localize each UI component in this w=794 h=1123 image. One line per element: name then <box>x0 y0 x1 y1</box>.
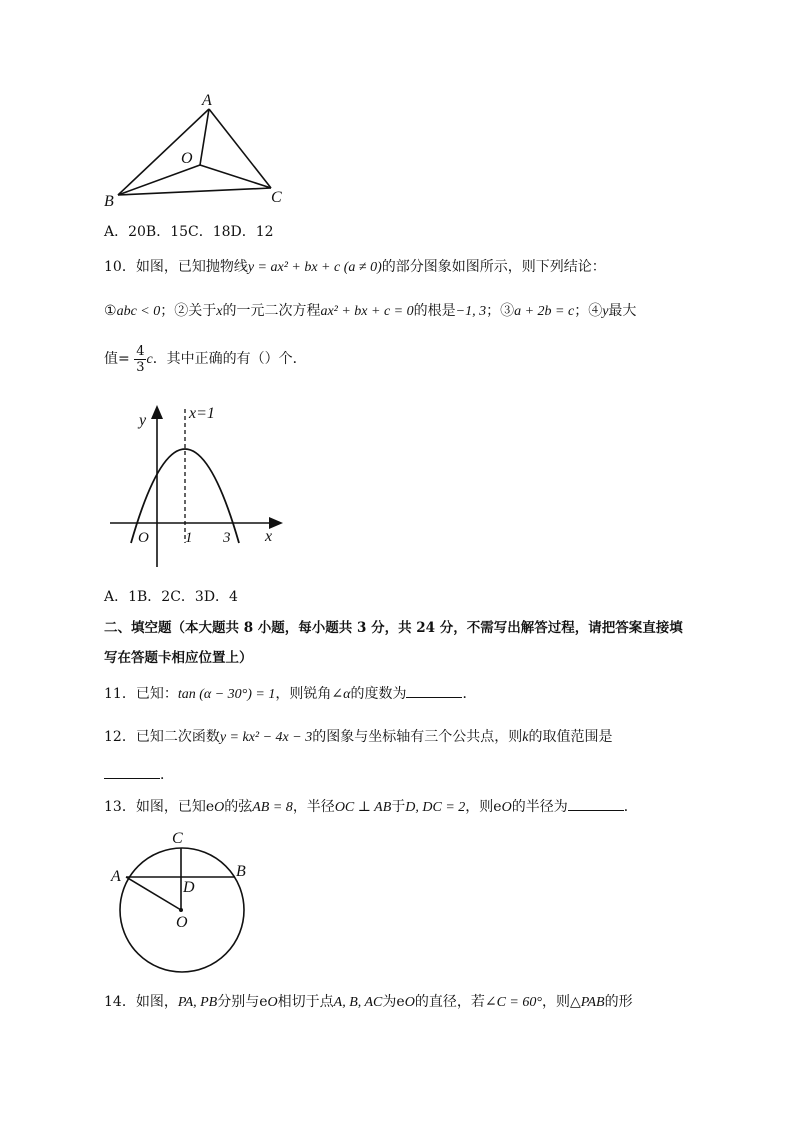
axes <box>110 415 275 567</box>
q14-o-2: O <box>404 995 415 1010</box>
answer-blank[interactable] <box>104 764 160 779</box>
q10-s4-text: 最大 <box>608 303 637 319</box>
q14-angle-text: 的直径，若∠ <box>414 994 497 1010</box>
q13 <box>104 796 638 818</box>
q14-o: O <box>267 995 278 1010</box>
q13-circle-symbol-2: e <box>493 799 502 815</box>
q14-circle-symbol-2: e <box>396 994 405 1010</box>
q13-o-2: O <box>501 800 512 815</box>
origin-label: O <box>138 530 149 546</box>
point-label-o: O <box>176 914 188 931</box>
point-label-d: D <box>183 879 195 896</box>
x-axis-label: x <box>265 528 273 545</box>
point-label-b: B <box>236 863 246 880</box>
point-label-a: A <box>111 868 121 885</box>
circle-figure <box>105 825 265 980</box>
section-heading-cont: 写在答题卡相应位置上） <box>104 650 253 666</box>
q10-s3-math: a + 2b = c <box>514 304 575 319</box>
q14-then-text: ，则 <box>541 994 570 1010</box>
q10-s2-mark: ；②关于 <box>160 303 217 319</box>
q11-suffix: ，则锐角∠ <box>275 686 344 702</box>
q13-end: 的半径为 <box>511 799 568 815</box>
symmetry-axis-label: x=1 <box>189 405 215 422</box>
triangle-figure <box>95 88 295 213</box>
q10-s2-text: 的一元二次方程 <box>222 303 321 319</box>
q12-prefix: 12．已知二次函数 <box>104 729 220 745</box>
vertex-label-b: B <box>104 193 114 210</box>
q10-statements <box>104 301 636 322</box>
y-axis-label: y <box>139 412 147 429</box>
answer-blank[interactable] <box>406 683 462 698</box>
q14-angle: C = 60° <box>496 995 542 1010</box>
q10-s2-roots: −1, 3 <box>455 304 487 319</box>
q14-tangent-text: 分别与 <box>217 994 260 1010</box>
q10-s1-mark: ① <box>104 303 117 319</box>
q10-stem-suffix: 的部分图象如图所示，则下列结论： <box>381 259 606 275</box>
q14-points-text: 相切于点 <box>277 994 334 1010</box>
circle-lines <box>126 848 235 910</box>
q14 <box>104 992 633 1013</box>
q13-then-text: ，则 <box>465 799 494 815</box>
segment-ao <box>126 877 181 910</box>
q13-radius-text: ，半径 <box>292 799 335 815</box>
y-axis-arrow-icon <box>151 405 163 419</box>
triangle-edges <box>118 109 271 195</box>
q14-pa-pb: PA, PB <box>177 995 218 1010</box>
q13-at-text: 于 <box>391 799 406 815</box>
q10-stem <box>104 257 606 278</box>
q10-statement-4-cont <box>104 342 307 377</box>
q10-question: ．其中正确的有（）个． <box>152 351 307 367</box>
point-label-c: C <box>172 830 183 847</box>
q12-suffix: 的图象与坐标轴有三个公共点，则 <box>312 729 523 745</box>
q13-period: ． <box>623 799 638 815</box>
triangle-icon: △ <box>569 994 581 1010</box>
q10-s4-mark: ；④ <box>574 303 603 319</box>
q13-prefix: 13．如图，已知 <box>104 799 206 815</box>
tick-label-3: 3 <box>223 530 231 546</box>
q13-d: D, DC = 2 <box>405 800 466 815</box>
q10-eq: = <box>118 351 130 367</box>
answer-blank[interactable] <box>568 796 624 811</box>
q12-answer-line <box>104 764 174 785</box>
q10-s2-x: x <box>216 304 223 319</box>
fraction-numerator: 4 <box>136 343 145 359</box>
section-heading: 二、填空题（本大题共 8 小题，每小题共 3 分，共 24 分，不需写出解答过程，请把答案直接填 <box>104 620 683 636</box>
q11-alpha: α <box>343 687 351 702</box>
q10-s2-roots-text: 的根是 <box>413 303 456 319</box>
tick-label-1: 1 <box>185 530 193 546</box>
q10-c: c <box>146 352 153 367</box>
q11-formula: tan (α − 30°) = 1 <box>177 687 276 702</box>
q14-circle-symbol: e <box>259 994 268 1010</box>
point-label-o: O <box>181 150 193 167</box>
q11-end: 的度数为 <box>350 686 407 702</box>
q10-s3-mark: ；③ <box>486 303 515 319</box>
q10-s2-math: ax² + bx + c = 0 <box>320 304 414 319</box>
q13-o: O <box>214 800 225 815</box>
q10-s1-math: abc < 0 <box>116 304 161 319</box>
q11-period: ． <box>462 686 477 702</box>
q10-s4-y: y <box>602 304 609 319</box>
q12-formula: y = kx² − 4x − 3 <box>219 730 313 745</box>
q12-period: ． <box>160 767 174 783</box>
q10-max-label: 值 <box>104 351 118 367</box>
q10-options: A．1B．2C．3D．4 <box>104 589 238 605</box>
q14-diameter-text: 为 <box>382 994 397 1010</box>
q11 <box>104 683 476 705</box>
q13-circle-symbol: e <box>205 799 215 815</box>
q12-end: 的取值范围是 <box>528 729 613 745</box>
q12-k: k <box>522 730 529 745</box>
q10-fraction <box>134 344 146 375</box>
q14-prefix: 14．如图， <box>104 994 178 1010</box>
parabola-figure <box>105 395 295 570</box>
q14-points: A, B, AC <box>333 995 383 1010</box>
vertex-label-a: A <box>202 92 212 109</box>
center-point <box>179 908 183 912</box>
q14-pab: PAB <box>580 995 605 1010</box>
q10-stem-prefix: 10．如图，已知抛物线 <box>104 259 248 275</box>
q13-ab: AB = 8 <box>252 800 293 815</box>
fraction-denominator: 3 <box>136 359 145 375</box>
q13-oc: OC ⊥ AB <box>334 800 392 815</box>
q9-options: A．20B．15C．18D．12 <box>104 224 274 240</box>
q13-chord-text: 的弦 <box>224 799 253 815</box>
q12 <box>104 727 612 748</box>
q14-end: 的形 <box>604 994 633 1010</box>
q10-stem-formula: y = ax² + bx + c (a ≠ 0) <box>247 260 382 275</box>
vertex-label-c: C <box>271 189 282 206</box>
q11-prefix: 11．已知： <box>104 686 178 702</box>
